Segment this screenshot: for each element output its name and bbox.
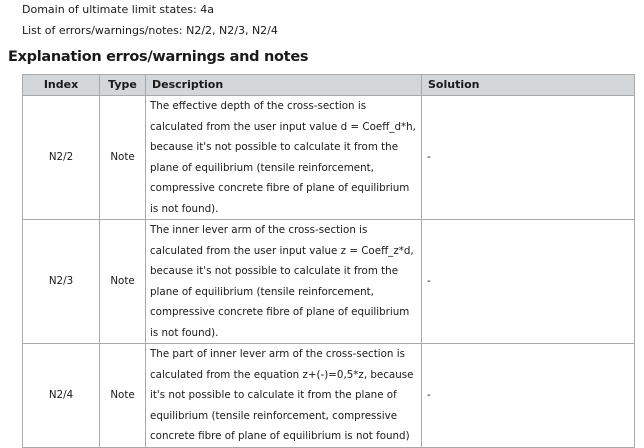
header-solution: Solution bbox=[422, 75, 635, 96]
row-description: The inner lever arm of the cross-section is calculated from the user input value z = Coeff_z*d, because it's not possible to calculate it from the plane of equilibrium (tensile reinforcement, compressive concrete fibre of plane of equilibrium is not found). bbox=[146, 220, 422, 344]
row-type: Note bbox=[100, 220, 146, 344]
ultimate-limit-domain-line: Domain of ultimate limit states: 4a bbox=[22, 3, 214, 16]
notes-table bbox=[22, 74, 635, 448]
row-description: The effective depth of the cross-section is calculated from the user input value d = Coeff_d*h, because it's not possible to calculate it from the plane of equilibrium (tensile reinforcement, compressive concrete fibre of plane of equilibrium is not found). bbox=[146, 96, 422, 220]
row-type: Note bbox=[100, 96, 146, 220]
table-row bbox=[23, 344, 635, 448]
row-index: N2/4 bbox=[23, 344, 100, 448]
header-description: Description bbox=[146, 75, 422, 96]
table-row bbox=[23, 220, 635, 344]
row-index: N2/3 bbox=[23, 220, 100, 344]
notes-list-line: List of errors/warnings/notes: N2/2, N2/3, N2/4 bbox=[22, 24, 278, 37]
table-header-row bbox=[23, 75, 635, 96]
row-solution: - bbox=[422, 344, 635, 448]
row-description: The part of inner lever arm of the cross-section is calculated from the equation z+(-)=0,5*z, because it's not possible to calculate it from the plane of equilibrium (tensile reinforcement, compressive concrete fibre of plane of equilibrium is not found) bbox=[146, 344, 422, 448]
table-row bbox=[23, 96, 635, 220]
section-heading: Explanation erros/warnings and notes bbox=[8, 49, 309, 65]
row-index: N2/2 bbox=[23, 96, 100, 220]
row-solution: - bbox=[422, 220, 635, 344]
row-solution: - bbox=[422, 96, 635, 220]
header-index: Index bbox=[23, 75, 100, 96]
row-type: Note bbox=[100, 344, 146, 448]
header-type: Type bbox=[100, 75, 146, 96]
